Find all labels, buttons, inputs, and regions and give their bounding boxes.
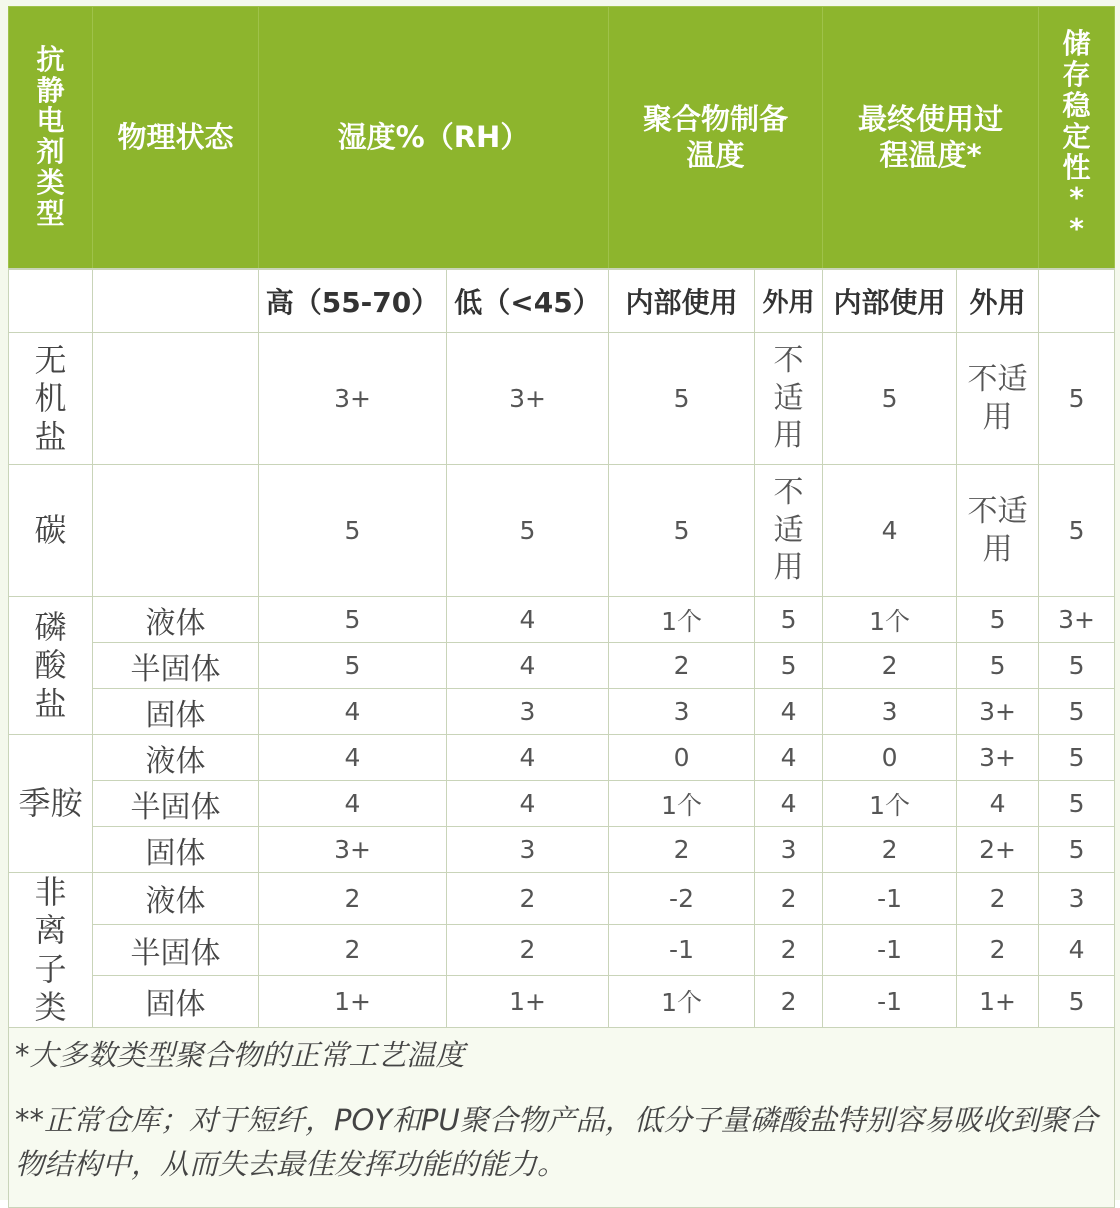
table-row bbox=[9, 643, 1115, 689]
subheader-empty-stability bbox=[1039, 269, 1115, 333]
value-cell: 4 bbox=[259, 689, 447, 735]
header-prep-temp: 聚合物制备温度 bbox=[609, 7, 823, 269]
type-cell: 磷酸盐 bbox=[9, 597, 93, 735]
value-cell: 不适用 bbox=[957, 333, 1039, 465]
subheader-prep-internal: 内部使用 bbox=[609, 269, 755, 333]
value-cell: 5 bbox=[1039, 643, 1115, 689]
type-cell: 碳 bbox=[9, 465, 93, 597]
value-cell: 2 bbox=[957, 924, 1039, 976]
state-cell: 液体 bbox=[93, 597, 259, 643]
value-cell: 3+ bbox=[259, 333, 447, 465]
value-cell: 2 bbox=[755, 924, 823, 976]
header-use-temp: 最终使用过程温度* bbox=[823, 7, 1039, 269]
table-row bbox=[9, 333, 1115, 465]
value-cell: 2 bbox=[609, 827, 755, 873]
footnotes bbox=[9, 1027, 1115, 1207]
value-cell: 1个 bbox=[823, 597, 957, 643]
value-cell: 1个 bbox=[823, 781, 957, 827]
value-cell: 4 bbox=[447, 781, 609, 827]
value-cell: 4 bbox=[1039, 924, 1115, 976]
state-cell: 固体 bbox=[93, 689, 259, 735]
value-cell: 5 bbox=[1039, 465, 1115, 597]
table-row bbox=[9, 689, 1115, 735]
value-cell: 4 bbox=[447, 597, 609, 643]
type-cell: 季胺 bbox=[9, 735, 93, 873]
subheader-empty-state bbox=[93, 269, 259, 333]
footnote-2: **正常仓库；对于短纤，POY和PU聚合物产品，低分子量磷酸盐特别容易吸收到聚合物结构中，从而失去最佳发挥功能的能力。 bbox=[15, 1103, 1098, 1181]
subheader-empty-type bbox=[9, 269, 93, 333]
value-cell: 2 bbox=[447, 924, 609, 976]
value-cell: 3 bbox=[447, 827, 609, 873]
value-cell: 0 bbox=[823, 735, 957, 781]
value-cell: 5 bbox=[957, 597, 1039, 643]
value-cell: 5 bbox=[1039, 781, 1115, 827]
header-row bbox=[9, 7, 1115, 269]
value-cell: 2+ bbox=[957, 827, 1039, 873]
value-cell: 5 bbox=[259, 465, 447, 597]
state-cell: 半固体 bbox=[93, 924, 259, 976]
value-cell: 1个 bbox=[609, 976, 755, 1028]
table-row bbox=[9, 827, 1115, 873]
table-row bbox=[9, 976, 1115, 1028]
value-cell: 3 bbox=[823, 689, 957, 735]
value-cell: 3+ bbox=[957, 689, 1039, 735]
value-cell: 5 bbox=[1039, 333, 1115, 465]
table-row bbox=[9, 781, 1115, 827]
value-cell: 5 bbox=[259, 643, 447, 689]
value-cell: 3+ bbox=[259, 827, 447, 873]
value-cell: 1+ bbox=[957, 976, 1039, 1028]
type-cell: 无机盐 bbox=[9, 333, 93, 465]
value-cell: 2 bbox=[447, 873, 609, 925]
value-cell: 不适用 bbox=[755, 333, 823, 465]
table-row bbox=[9, 924, 1115, 976]
value-cell: 5 bbox=[755, 597, 823, 643]
subheader-high: 高（55-70） bbox=[259, 269, 447, 333]
value-cell: -1 bbox=[823, 924, 957, 976]
state-cell: 半固体 bbox=[93, 643, 259, 689]
value-cell: 2 bbox=[957, 873, 1039, 925]
header-humidity: 湿度%（RH） bbox=[259, 7, 609, 269]
value-cell: 不适用 bbox=[755, 465, 823, 597]
value-cell: 不适用 bbox=[957, 465, 1039, 597]
state-cell: 半固体 bbox=[93, 781, 259, 827]
subheader-low: 低（<45） bbox=[447, 269, 609, 333]
value-cell: 5 bbox=[1039, 689, 1115, 735]
value-cell: 3 bbox=[755, 827, 823, 873]
value-cell: 4 bbox=[259, 735, 447, 781]
state-cell bbox=[93, 333, 259, 465]
value-cell: 2 bbox=[755, 873, 823, 925]
value-cell: 5 bbox=[609, 333, 755, 465]
table-row bbox=[9, 735, 1115, 781]
value-cell: -1 bbox=[823, 873, 957, 925]
state-cell: 固体 bbox=[93, 976, 259, 1028]
value-cell: 4 bbox=[447, 735, 609, 781]
value-cell: 2 bbox=[823, 643, 957, 689]
value-cell: 1+ bbox=[447, 976, 609, 1028]
value-cell: 5 bbox=[259, 597, 447, 643]
value-cell: 5 bbox=[609, 465, 755, 597]
state-cell: 固体 bbox=[93, 827, 259, 873]
value-cell: 2 bbox=[823, 827, 957, 873]
subheader-use-external: 外用 bbox=[957, 269, 1039, 333]
value-cell: 5 bbox=[1039, 735, 1115, 781]
value-cell: -1 bbox=[609, 924, 755, 976]
value-cell: 3 bbox=[1039, 873, 1115, 925]
header-stability: 储存稳定性** bbox=[1039, 7, 1115, 269]
value-cell: 4 bbox=[755, 735, 823, 781]
value-cell: 0 bbox=[609, 735, 755, 781]
table-row bbox=[9, 465, 1115, 597]
value-cell: 2 bbox=[259, 924, 447, 976]
value-cell: 3+ bbox=[447, 333, 609, 465]
header-type: 抗静电剂类型 bbox=[9, 7, 93, 269]
antistatic-comparison-table bbox=[8, 6, 1115, 1208]
footnote-1: *大多数类型聚合物的正常工艺温度 bbox=[15, 1037, 465, 1072]
type-cell: 非离子类 bbox=[9, 873, 93, 1028]
value-cell: 3 bbox=[447, 689, 609, 735]
value-cell: -1 bbox=[823, 976, 957, 1028]
state-cell: 液体 bbox=[93, 873, 259, 925]
subheader-use-internal: 内部使用 bbox=[823, 269, 957, 333]
value-cell: 4 bbox=[755, 781, 823, 827]
value-cell: 2 bbox=[609, 643, 755, 689]
value-cell: 3+ bbox=[1039, 597, 1115, 643]
state-cell bbox=[93, 465, 259, 597]
header-state: 物理状态 bbox=[93, 7, 259, 269]
value-cell: 5 bbox=[447, 465, 609, 597]
value-cell: 3+ bbox=[957, 735, 1039, 781]
value-cell: 5 bbox=[755, 643, 823, 689]
value-cell: 4 bbox=[259, 781, 447, 827]
value-cell: 5 bbox=[1039, 827, 1115, 873]
value-cell: 1个 bbox=[609, 781, 755, 827]
value-cell: 4 bbox=[823, 465, 957, 597]
state-cell: 液体 bbox=[93, 735, 259, 781]
subheader-row bbox=[9, 269, 1115, 333]
value-cell: 2 bbox=[259, 873, 447, 925]
value-cell: 5 bbox=[1039, 976, 1115, 1028]
value-cell: 4 bbox=[957, 781, 1039, 827]
value-cell: 2 bbox=[755, 976, 823, 1028]
value-cell: 5 bbox=[957, 643, 1039, 689]
value-cell: -2 bbox=[609, 873, 755, 925]
value-cell: 3 bbox=[609, 689, 755, 735]
value-cell: 5 bbox=[823, 333, 957, 465]
value-cell: 1+ bbox=[259, 976, 447, 1028]
subheader-prep-external: 外用 bbox=[755, 269, 823, 333]
notes-row bbox=[9, 1027, 1115, 1207]
table-row bbox=[9, 597, 1115, 643]
value-cell: 1个 bbox=[609, 597, 755, 643]
table-row bbox=[9, 873, 1115, 925]
value-cell: 4 bbox=[755, 689, 823, 735]
value-cell: 4 bbox=[447, 643, 609, 689]
